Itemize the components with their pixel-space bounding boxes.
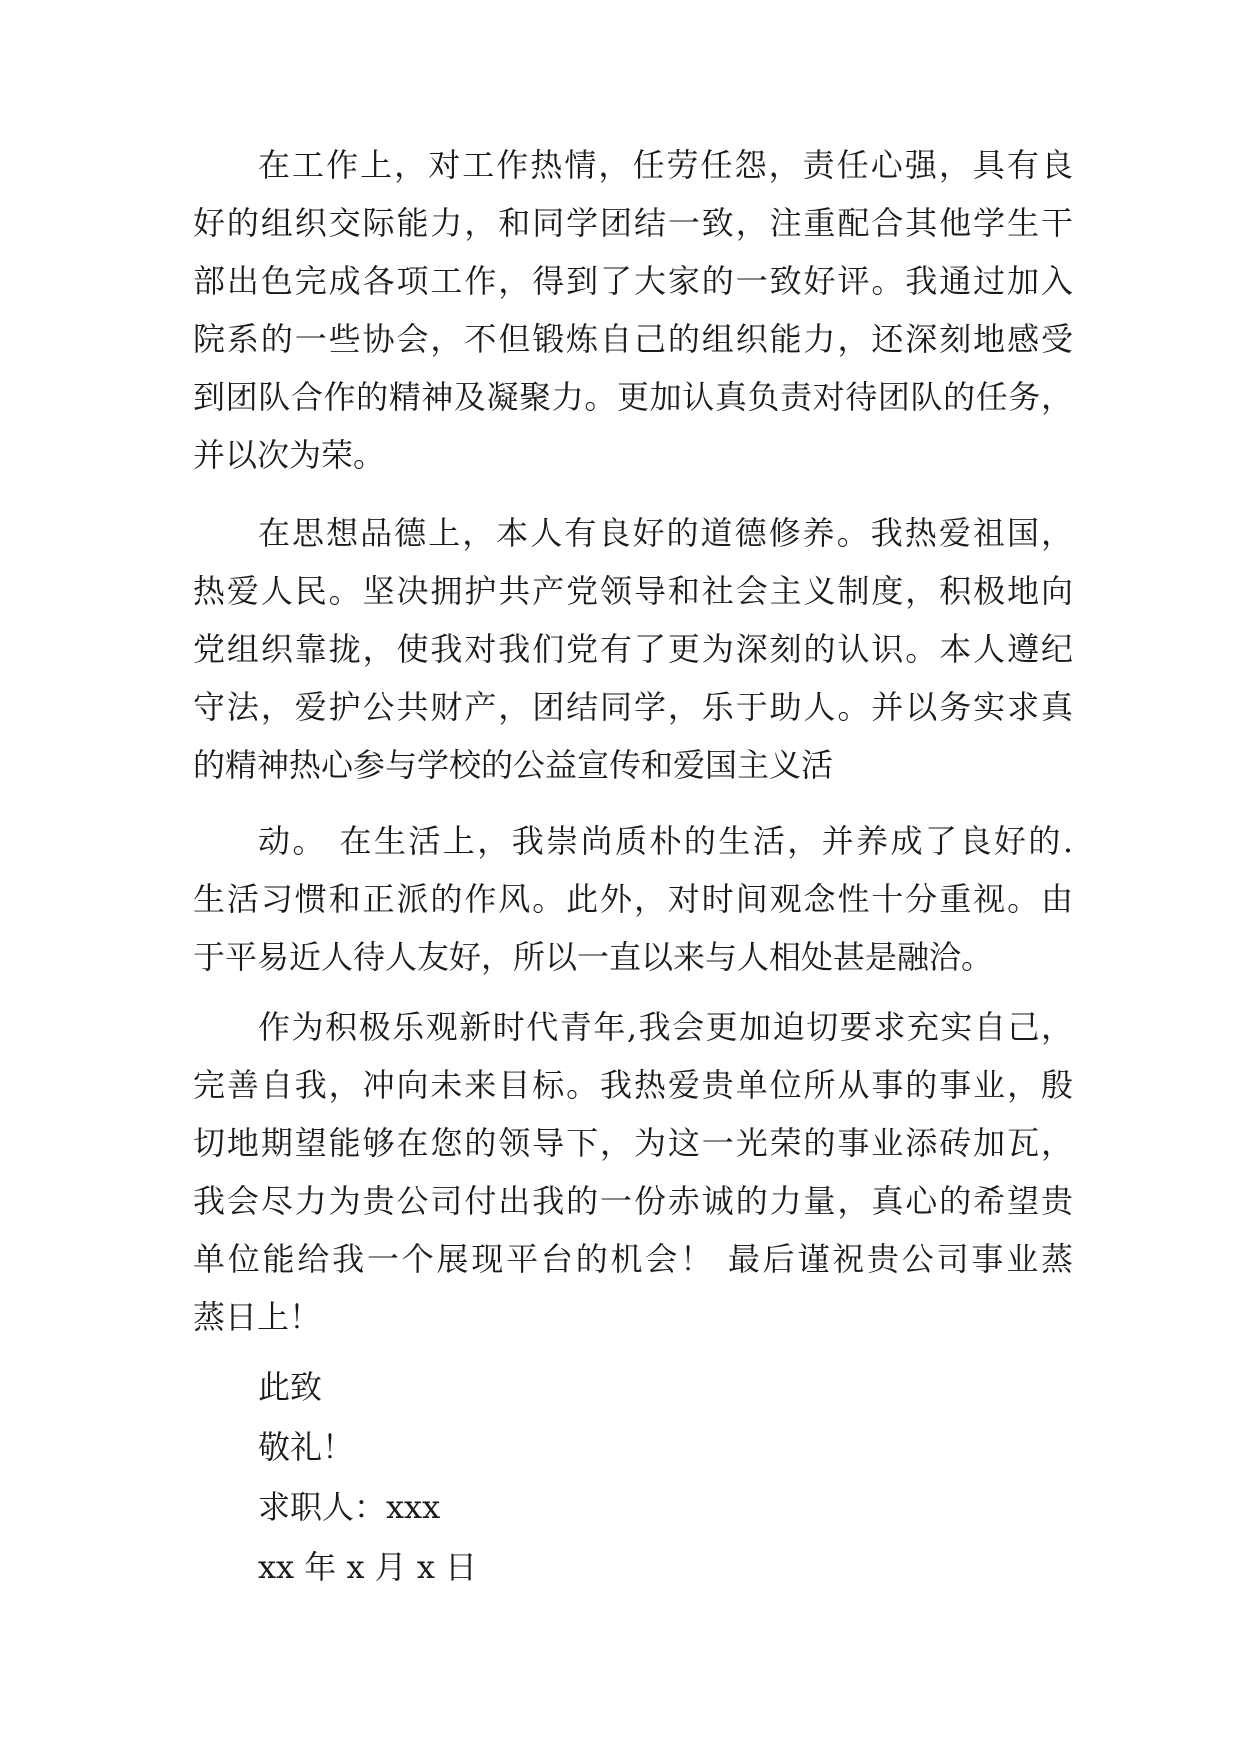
paragraph-1-line-1: 在工作上，对工作热情，任劳任怨，责任心强，具有良 xyxy=(258,146,1073,184)
paragraph-2-line-2: 热爱人民。坚决拥护共产党领导和社会主义制度，积极地向 xyxy=(193,572,1073,610)
paragraph-3-line-3: 于平易近人待人友好，所以一直以来与人相处甚是融洽。 xyxy=(193,938,994,976)
paragraph-1-line-4: 院系的一些协会，不但锻炼自己的组织能力，还深刻地感受 xyxy=(193,320,1073,358)
paragraph-2-line-4: 守法，爱护公共财产，团结同学，乐于助人。并以务实求真 xyxy=(193,688,1073,726)
paragraph-3-line-1: 动。 在生活上，我崇尚质朴的生活，并养成了良好的. xyxy=(258,822,1073,860)
paragraph-2-line-1: 在思想品德上，本人有良好的道德修养。我热爱祖国， xyxy=(258,514,1073,552)
closing-regards: 敬礼！ xyxy=(258,1428,355,1466)
paragraph-4-line-1: 作为积极乐观新时代青年,我会更加迫切要求充实自己， xyxy=(258,1008,1073,1046)
paragraph-2-line-3: 党组织靠拢，使我对我们党有了更为深刻的认识。本人遵纪 xyxy=(193,630,1073,668)
paragraph-4-line-6: 蒸日上！ xyxy=(193,1298,322,1336)
paragraph-4-line-3: 切地期望能够在您的领导下，为这一光荣的事业添砖加瓦， xyxy=(193,1124,1073,1162)
paragraph-1-line-6: 并以次为荣。 xyxy=(193,436,386,474)
paragraph-4-line-5: 单位能给我一个展现平台的机会！ 最后谨祝贵公司事业蒸 xyxy=(193,1240,1073,1278)
letter-date: xx 年 x 月 x 日 xyxy=(258,1548,478,1586)
paragraph-1-line-2: 好的组织交际能力，和同学团结一致，注重配合其他学生干 xyxy=(193,204,1073,242)
paragraph-1-line-3: 部出色完成各项工作，得到了大家的一致好评。我通过加入 xyxy=(193,262,1073,300)
closing-salutation: 此致 xyxy=(258,1368,323,1406)
applicant-signature: 求职人：xxx xyxy=(258,1488,441,1526)
paragraph-3-line-2: 生活习惯和正派的作风。此外，对时间观念性十分重视。由 xyxy=(193,880,1073,918)
paragraph-1-line-5: 到团队合作的精神及凝聚力。更加认真负责对待团队的任务， xyxy=(193,378,1073,416)
paragraph-2-line-5: 的精神热心参与学校的公益宣传和爱国主义活 xyxy=(193,746,834,784)
paragraph-4-line-2: 完善自我，冲向未来目标。我热爱贵单位所从事的事业，殷 xyxy=(193,1066,1073,1104)
paragraph-4-line-4: 我会尽力为贵公司付出我的一份赤诚的力量，真心的希望贵 xyxy=(193,1182,1073,1220)
